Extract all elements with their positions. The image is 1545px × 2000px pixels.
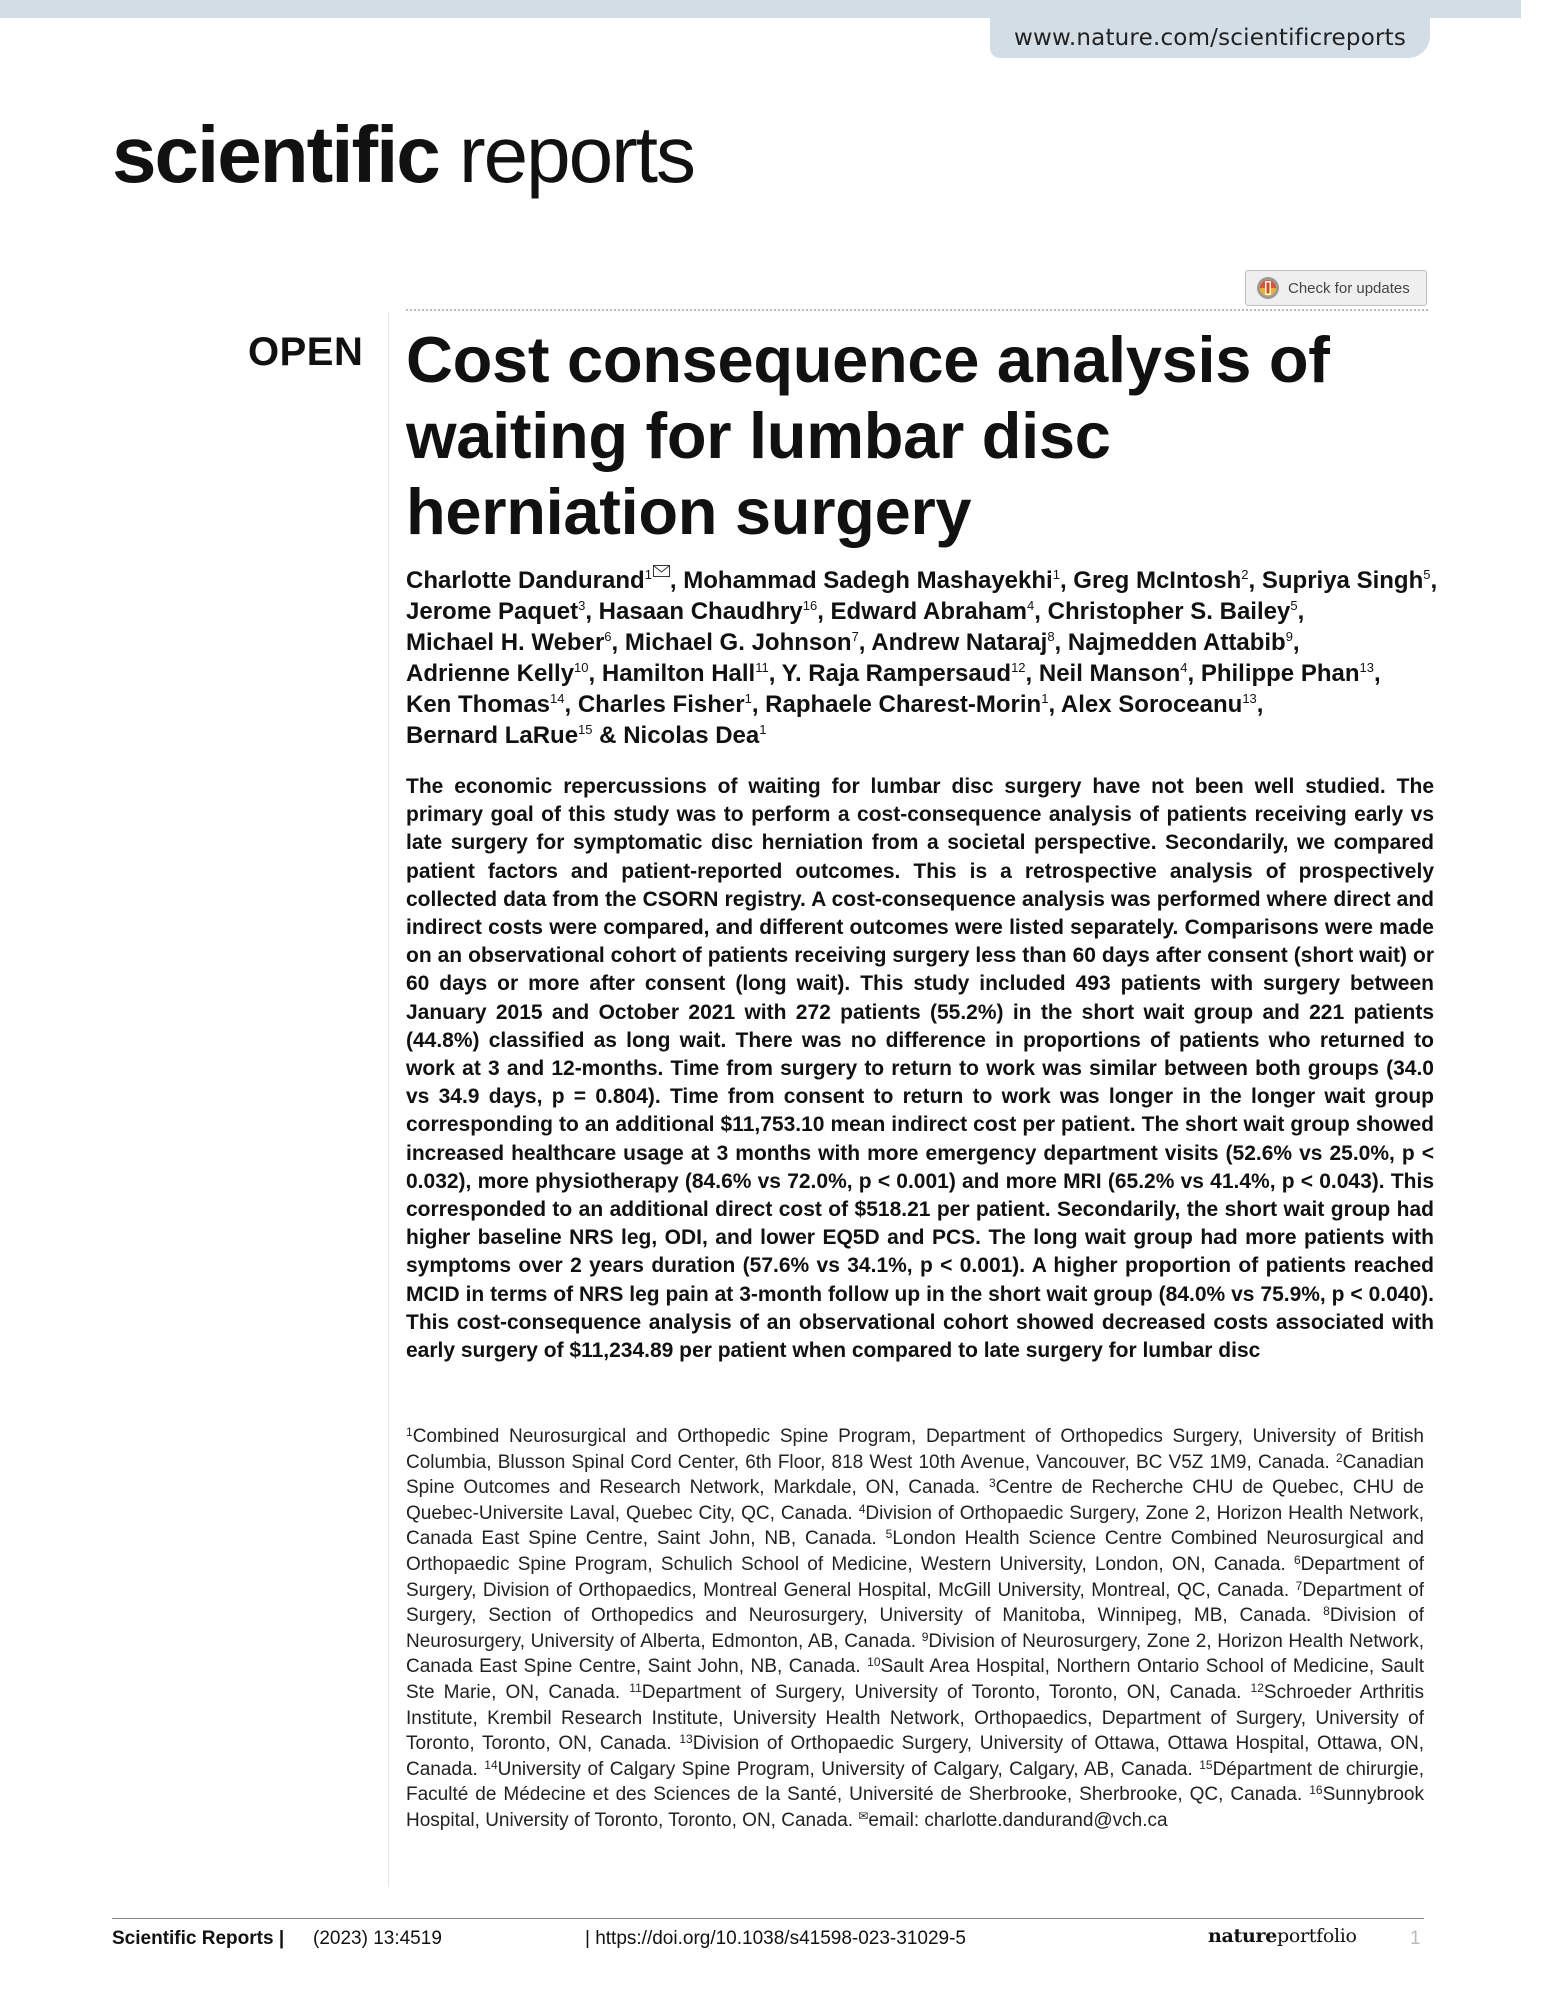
affiliation-number: 1 [406,1425,413,1439]
author-affiliation-number: 6 [604,629,612,644]
corresponding-email[interactable]: email: charlotte.dandurand@vch.ca [868,1809,1168,1831]
footer-doi-link[interactable]: | https://doi.org/10.1038/s41598-023-31029-5 [585,1928,966,1949]
author-separator: , [858,629,872,656]
affiliation-text: Division of Neurosurgery, Zone 2, Horizon Health Network, Canada East Spine Centre, Saint John, NB, Canada. [406,1630,1424,1678]
author-affiliation-number: 13 [1359,660,1374,675]
affiliation-number: 7 [1295,1578,1303,1593]
author-separator: , [817,598,831,625]
affiliation-text: Division of Neurosurgery, University of Alberta, Edmonton, AB, Canada. [406,1605,1424,1652]
affiliation-number: 9 [921,1629,929,1644]
author-list [406,565,1436,751]
author-name[interactable]: Raphaele Charest-Morin [765,691,1042,718]
affiliation-text: Canadian Spine Outcomes and Research Network, Markdale, ON, Canada. [406,1451,1424,1499]
affiliation-text: Department of Surgery, Section of Orthopedics and Neurosurgery, University of Manitoba, Winnipeg, MB, Canada. [406,1579,1424,1627]
footer-year-volume: (2023) 13:4519 [313,1928,442,1949]
author-name[interactable]: Y. Raja Rampersaud [781,660,1012,687]
author-affiliation-number: 1 [1041,691,1049,706]
affiliation-number: 8 [1323,1604,1330,1619]
affiliation-text: London Health Science Centre Combined Neurosurgical and Orthopaedic Spine Program, Schulich School of Medicine, Western University, London, ON, Canada. [406,1528,1424,1575]
author-affiliation-number: 9 [1285,629,1293,644]
affiliation-number: 15 [1199,1757,1213,1772]
author-name[interactable]: Michael G. Johnson [624,629,852,656]
author-separator: , [1059,567,1074,594]
author-separator: , [1373,660,1381,687]
affiliation-text: University of Calgary Spine Program, University of Calgary, Calgary, AB, Canada. [497,1758,1200,1780]
author-separator: , [1430,567,1438,594]
author-line [406,689,1436,720]
author-name[interactable]: Supriya Singh [1261,567,1424,594]
affiliation-number: 6 [1293,1552,1301,1567]
affiliations [406,1424,1424,1834]
abstract: The economic repercussions of waiting for lumbar disc surgery have not been well studied. The primary goal of this study was to perform a cost-consequence analysis of patients receiving early vs late surgery for symptomatic disc herniation from a societal perspective. Secondarily, we compared patient factors and patient-reported outcomes. This is a retrospective analysis of prospectively collected data from the CSORN registry. A cost-consequence analysis was performed where direct and indirect costs were compared, and different outcomes were listed separately. Comparisons were made on an observational cohort of patients receiving surgery less than 60 days after consent (short wait) or 60 days or more after consent (long wait). This study included 493 patients with surgery between January 2015 and October 2021 with 272 patients (55.2%) in the short wait group and 221 patients (44.8%) classified as long wait. There was no difference in proportions of patients who returned to work at 3 and 12-months. Time from surgery to return to work was similar between both groups (34.0 vs 34.9 days, p = 0.804). Time from consent to return to work was longer in the longer wait group corresponding to an additional $11,753.10 mean indirect cost per patient. The short wait group showed increased healthcare usage at 3 months with more emergency department visits (52.6% vs 25.0%, p < 0.032), more physiotherapy (84.6% vs 72.0%, p < 0.001) and more MRI (65.2% vs 41.4%, p < 0.043). This corresponded to an additional direct cost of $518.21 per patient. Secondarily, the short wait group had higher baseline NRS leg, ODI, and lower EQ5D and PCS. The long wait group had more patients with symptoms over 2 years duration (57.6% vs 34.1%, p < 0.001). A higher proportion of patients reached MCID in terms of NRS leg pain at 3-month follow up in the short wait group (84.0% vs 75.9%, p < 0.040). This cost-consequence analysis of an observational cohort showed decreased costs associated with early surgery of $11,234.89 per patient when compared to late surgery for lumbar disc [406,775,1434,1363]
author-name[interactable]: Neil Manson [1038,660,1181,687]
author-name[interactable]: Christopher S. Bailey [1047,598,1291,625]
nature-portfolio-logo [1208,1925,1357,1947]
author-separator: , [1025,660,1039,687]
page-number: 1 [1410,1928,1421,1949]
author-affiliation-number: 4 [1027,598,1035,613]
journal-url-link[interactable]: www.nature.com/scientificreports [990,18,1430,58]
author-name[interactable]: Nicolas Dea [623,722,760,749]
brand-light: portfolio [1277,1925,1357,1947]
author-affiliation-number: 5 [1423,567,1431,582]
affiliation-text: Department of Surgery, University of Toronto, Toronto, ON, Canada. [641,1681,1251,1703]
author-separator: , [1292,629,1300,656]
author-name[interactable]: Charlotte Dandurand [406,567,645,594]
author-name[interactable]: Edward Abraham [830,598,1028,625]
author-separator: , [1248,567,1262,594]
journal-logo[interactable] [112,110,695,199]
email-envelope-icon: ✉ [858,1808,869,1823]
author-name[interactable]: Michael H. Weber [406,629,605,656]
author-line [406,565,1436,596]
author-separator: , [611,629,625,656]
top-band [0,0,1521,18]
author-name[interactable]: Adrienne Kelly [406,660,575,687]
envelope-icon[interactable] [653,565,670,577]
author-separator: , [588,660,602,687]
affiliation-number: 4 [858,1501,866,1516]
affiliation-number: 2 [1335,1450,1343,1465]
journal-logo-bold: scientific [112,110,439,199]
journal-logo-light: reports [459,110,695,199]
affiliation-text: Départment de chirurgie, Faculté de Médecine et des Sciences de la Santé, Université de Sherbrooke, Sherbrooke, QC, Canada. [406,1758,1424,1806]
crossmark-icon [1256,276,1280,300]
dotted-divider [406,309,1428,311]
author-affiliation-number: 15 [578,722,593,737]
author-affiliation-number: 4 [1180,660,1188,675]
author-separator: , [564,691,578,718]
affiliation-number: 14 [484,1757,498,1772]
author-name[interactable]: Hasaan Chaudhry [598,598,803,625]
author-name[interactable]: Najmedden Attabib [1067,629,1286,656]
affiliation-number: 5 [885,1527,893,1542]
author-name[interactable]: Philippe Phan [1200,660,1360,687]
author-affiliation-number: 5 [1290,598,1298,613]
author-separator: , [1034,598,1048,625]
author-separator: , [1048,691,1061,718]
check-for-updates-label: Check for updates [1288,279,1410,297]
affiliation-text: Division of Orthopaedic Surgery, Zone 2, Horizon Health Network, Canada East Spine Centre, Saint John, NB, Canada. [406,1502,1424,1550]
author-affiliation-number: 1 [759,722,767,737]
brand-bold: nature [1208,1925,1278,1947]
footer-journal: Scientific Reports | [112,1928,285,1949]
author-separator: , [768,660,782,687]
author-line [406,596,1436,627]
affiliation-number: 16 [1309,1783,1323,1798]
column-rule [388,312,389,1887]
affiliation-text: Combined Neurosurgical and Orthopedic Spine Program, Department of Orthopedics Surgery, University of British Columbia, Blusson Spinal Cord Center, 6th Floor, 818 West 10th Avenue, Vancouver, BC V5Z 1M9, Canada. [406,1426,1424,1473]
author-name[interactable]: Greg McIntosh [1073,567,1242,594]
author-name[interactable]: Mohammad Sadegh Mashayekhi [683,567,1053,594]
open-access-label: OPEN [248,330,364,374]
affiliation-number: 12 [1250,1680,1264,1695]
affiliation-text: Sunnybrook Hospital, University of Toronto, Toronto, ON, Canada. [406,1784,1424,1831]
author-separator: , [669,567,684,594]
author-separator: , [1054,629,1068,656]
affiliation-text: Department of Surgery, Division of Orthopaedics, Montreal General Hospital, McGill University, Montreal, QC, Canada. [406,1553,1424,1601]
affiliation-text: Sault Area Hospital, Northern Ontario School of Medicine, Sault Ste Marie, ON, Canada. [406,1656,1424,1703]
author-affiliation-number: 1 [1052,567,1060,582]
author-affiliation-number: 1 [744,691,752,706]
article-title: Cost consequence analysis of waiting for lumbar disc herniation surgery [406,323,1330,548]
affiliation-text: Division of Orthopaedic Surgery, University of Ottawa, Ottawa Hospital, Ottawa, ON, Canada. [406,1733,1424,1780]
author-affiliation-number: 12 [1011,660,1026,675]
author-name[interactable]: Charles Fisher [577,691,745,718]
author-name[interactable]: Bernard LaRue [406,722,579,749]
author-separator: , [585,598,599,625]
affiliation-number: 13 [679,1732,693,1747]
author-separator: , [1256,691,1264,718]
author-affiliation-number: 1 [644,567,652,582]
author-separator: , [1187,660,1201,687]
author-affiliation-number: 3 [578,598,586,613]
affiliation-text: Centre de Recherche CHU de Quebec, CHU de Quebec-Universite Laval, Quebec City, QC, Canada. [406,1477,1424,1524]
author-separator: , [751,691,766,718]
author-line [406,720,1436,751]
author-affiliation-number: 13 [1242,691,1257,706]
author-affiliation-number: 11 [755,660,769,675]
author-separator: , [1297,598,1305,625]
author-line [406,658,1436,689]
author-name[interactable]: Hamilton Hall [601,660,756,687]
author-name[interactable]: Jerome Paquet [406,598,579,625]
affiliation-text: Schroeder Arthritis Institute, Krembil Research Institute, University Health Network, Orthopaedics, Department of Surgery, University of Toronto, Toronto, ON, Canada. [406,1681,1425,1755]
author-affiliation-number: 10 [574,660,589,675]
affiliation-number: 11 [629,1680,642,1695]
author-affiliation-number: 7 [851,629,859,644]
author-affiliation-number: 14 [550,691,565,706]
author-name[interactable]: Andrew Nataraj [871,629,1048,656]
author-affiliation-number: 8 [1047,629,1055,644]
footer-rule [112,1918,1424,1919]
author-separator: & [592,722,624,749]
affiliation-number: 10 [867,1655,881,1670]
affiliation-number: 3 [988,1476,996,1491]
author-affiliation-number: 16 [802,598,818,613]
author-name[interactable]: Alex Soroceanu [1060,691,1243,718]
author-affiliation-number: 2 [1241,567,1249,582]
author-name[interactable]: Ken Thomas [406,691,551,718]
check-for-updates-button[interactable] [1245,270,1427,306]
author-line [406,627,1436,658]
